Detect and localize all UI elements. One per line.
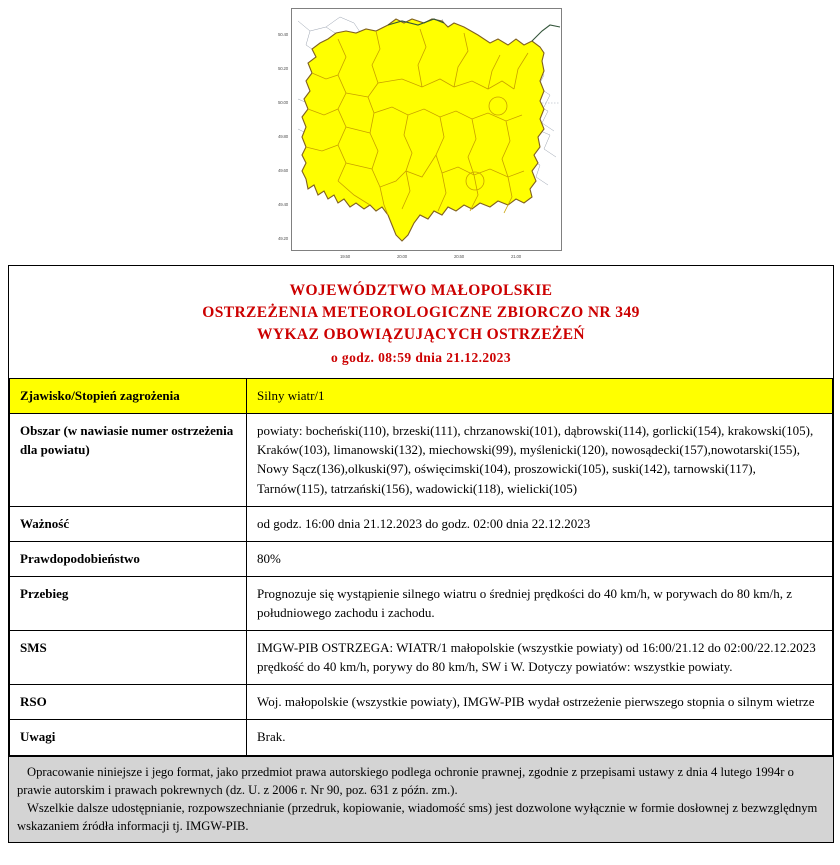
table-row [10,541,833,576]
map-y-tick-3: 49.80 [278,134,288,139]
map-y-tick-0: 50.40 [278,32,288,37]
map-x-tick-0: 19.50 [340,254,350,259]
warning-table [9,378,833,755]
row-value-rso: Woj. małopolskie (wszystkie powiaty), IMGW-PIB wydał ostrzeżenie pierwszego stopnia o silnym wietrze [247,685,833,720]
row-label-remarks: Uwagi [10,720,247,755]
table-row [10,576,833,630]
map-x-tick-3: 21.00 [511,254,521,259]
table-row [10,631,833,685]
row-label-rso: RSO [10,685,247,720]
map-x-tick-2: 20.50 [454,254,464,259]
map-frame [291,8,562,251]
row-label-phenomenon: Zjawisko/Stopień zagrożenia [10,379,247,414]
map-y-tick-2: 50.00 [278,100,288,105]
row-value-course: Prognozuje się wystąpienie silnego wiatru o średniej prędkości do 40 km/h, w porywach do 80 km/h, z południowego zachodu i zachodu. [247,576,833,630]
footer-paragraph-2: Wszelkie dalsze udostępnianie, rozpowszechnianie (przedruk, kopiowanie, wiadomość sms) jest dozwolone wyłącznie w formie dosłownej z bezwzględnym wskazaniem źródła informacji tj. IMGW-PIB. [17,800,818,833]
warning-map-area [0,0,840,265]
map-y-tick-6: 49.20 [278,236,288,241]
row-label-sms: SMS [10,631,247,685]
map-y-tick-1: 50.20 [278,66,288,71]
row-label-area: Obszar (w nawiasie numer ostrzeżenia dla powiatu) [10,414,247,506]
copyright-footer [9,756,833,843]
row-label-validity: Ważność [10,506,247,541]
row-value-validity: od godz. 16:00 dnia 21.12.2023 do godz. 02:00 dnia 22.12.2023 [247,506,833,541]
table-row [10,506,833,541]
document-title-block [9,266,833,378]
map-svg [292,9,561,250]
table-row [10,414,833,506]
row-label-course: Przebieg [10,576,247,630]
title-list-of-warnings: WYKAZ OBOWIĄZUJĄCYCH OSTRZEŻEŃ [256,326,586,343]
title-issued-at: o godz. 08:59 dnia 21.12.2023 [331,350,511,365]
map-x-tick-1: 20.00 [397,254,407,259]
row-value-area: powiaty: bocheński(110), brzeski(111), chrzanowski(101), dąbrowski(114), gorlicki(154), krakowski(105), Kraków(103), limanowski(132), miechowski(99), myślenicki(120), nowosądecki(157),nowotarski(155), Nowy Sącz(136),olkuski(97), oświęcimski(104), proszowicki(105), suski(142), tarnowski(117), Tarnów(115), tatrzański(156), wadowicki(118), wielicki(105) [247,414,833,506]
row-value-remarks: Brak. [247,720,833,755]
title-warning-number: OSTRZEŻENIA METEOROLOGICZNE ZBIORCZO NR 349 [202,304,640,321]
table-row [10,685,833,720]
title-voivodeship: WOJEWÓDZTWO MAŁOPOLSKIE [289,282,553,299]
row-value-sms: IMGW-PIB OSTRZEGA: WIATR/1 małopolskie (wszystkie powiaty) od 16:00/21.12 do 02:00/22.12.2023 prędkość do 40 km/h, porywy do 80 km/h, SW i W. Dotyczy powiatów: wszystkie powiaty. [247,631,833,685]
table-row [10,720,833,755]
row-value-phenomenon: Silny wiatr/1 [247,379,833,414]
warning-document [8,265,834,843]
footer-paragraph-1: Opracowanie niniejsze i jego format, jako przedmiot prawa autorskiego podlega ochronie prawnej, zgodnie z przepisami ustawy z dnia 4 lutego 1994r o prawie autorskim i prawach pokrewnych (dz. U. z 2006 r. Nr 90, poz. 631 z późn. zm.). [17,764,794,797]
map-y-tick-4: 49.60 [278,168,288,173]
row-value-probability: 80% [247,541,833,576]
table-row [10,379,833,414]
row-label-probability: Prawdopodobieństwo [10,541,247,576]
map-y-tick-5: 49.40 [278,202,288,207]
